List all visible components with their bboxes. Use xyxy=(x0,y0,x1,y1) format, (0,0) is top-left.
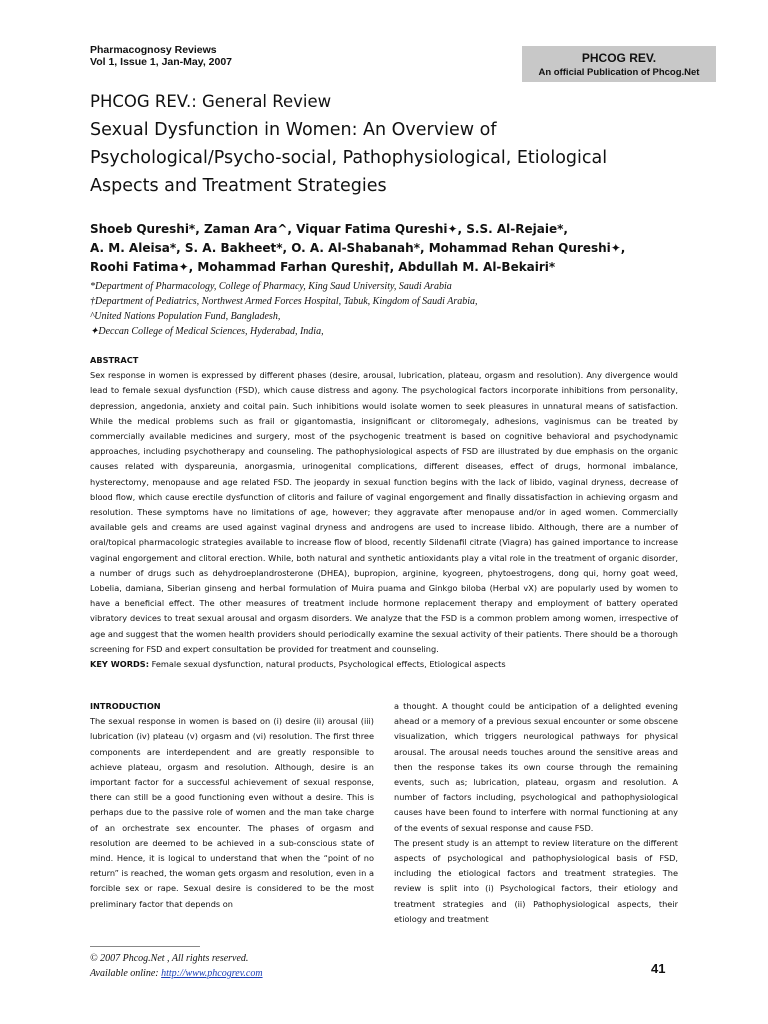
body-column-right xyxy=(394,699,678,927)
title-line: Sexual Dysfunction in Women: An Overview of xyxy=(90,120,497,140)
author-line: A. M. Aleisa*, S. A. Bakheet*, O. A. Al-Shabanah*, Mohammad Rehan Qureshi✦, xyxy=(90,241,626,255)
body-column-left xyxy=(90,699,374,912)
footer xyxy=(90,951,263,981)
available-label: Available online: xyxy=(90,968,162,979)
article-title xyxy=(90,116,690,200)
copyright: © 2007 Phcog.Net , All rights reserved. xyxy=(90,953,249,964)
abstract-heading: ABSTRACT xyxy=(90,355,139,365)
abstract-section xyxy=(90,353,678,672)
journal-issue: Vol 1, Issue 1, Jan-May, 2007 xyxy=(90,56,233,68)
publication-badge xyxy=(522,46,716,82)
section-heading-introduction: INTRODUCTION xyxy=(90,701,161,711)
affiliation: *Department of Pharmacology, College of Pharmacy, King Saud University, Saudi Arabia xyxy=(90,281,452,292)
journal-header xyxy=(90,44,232,68)
affiliation: ^United Nations Population Fund, Bangladesh, xyxy=(90,311,281,322)
keywords-line xyxy=(90,657,678,672)
title-line: Psychological/Psycho-social, Pathophysiological, Etiological xyxy=(90,148,608,168)
availability-line xyxy=(90,966,263,981)
footer-divider xyxy=(90,946,200,947)
abstract-text: Sex response in women is expressed by different phases (desire, arousal, lubrication, plateau, orgasm and resolution). Any divergence would lead to female sexual dysfunction (FSD), which cause distress and agony. The psychological factors incorporate inhibitions from personality, depression, angedonia, anxiety and coital pain. Such inhibitions would isolate women to seek pleasures in unnatural means of satisfaction. While the medical problems such as frail or gigantomastia, insignificant or clitoromegaly, adhesions, vaginismus can be treated by commercially available medicines and surgery, most of the psychogenic treatment is based on cognitive behavioral and psychodynamic approaches, including psychotherapy and counseling. The pathophysiological aspects of FSD are illustrated by due emphasis on the organic causes related with dyspareunia, anorgasmia, urinogenital complications, different diseases, effect of drugs, hormonal imbalance, hysterectomy, menopause and age related FSD. The jeopardy in sexual function begins with the lack of libido, vaginal dryness, decrease of blood flow, which cause erectile dysfunction of clitoris and failure of vaginal engorgement and finally dissatisfaction in achieving orgasm and resolution. These symptoms have no limitations of age, however; they aggravate after menopause and/or in aged women. Commercially available gels and creams are used against vaginal dryness and androgens are used to increase libido. Although, there are a number of oral/topical pharmacologic strategies available to increase flow of blood, recently Sildenafil citrate (Viagra) has gained importance to increase vaginal engorgement and clitoral erection. While, both natural and synthetic antioxidants play a vital role in the treatment of organic disorder, a number of drugs such as dehydroeplandrosterone (DHEA), bupropion, arginine, kyogreen, phytoestrogens, dong qui, horny goat weed, Lobelia, damiana, Siberian ginseng and herbal formulation of Muira puama and Ginkgo biloba (Herbal vX) are popularly used by women to have a beneficial effect. The other measures of treatment include hormone replacement therapy and employment of battery operated vibratory devices to treat sexual arousal and orgasm disorders. We analyze that the FSD is a common problem among women, irrespective of age and suggest that the women health providers should periodically examine the sexual activity of their patients. There should be a thorough screening for FSD and expert consultation be provided for treatment and counseling. xyxy=(90,370,678,654)
author-list xyxy=(90,220,690,277)
page-number: 41 xyxy=(651,961,666,976)
paragraph: The sexual response in women is based on (i) desire (ii) arousal (iii) lubrication (iv) plateau (v) orgasm and (vi) resolution. The first three components are interdependent and are greatly responsible to achieve plateau, orgasm and resolution. Although, desire is an important factor for a successful achievement of sexual response, there can still be a good functioning even without a desire. This is perhaps due to the passive role of women and the man take charge of an orchestrate sex encounter. The phases of orgasm and resolution are deemed to be achieved in a sub-conscious state of mind. Hence, it is logical to understand that when the “point of no return” is reached, the woman gets orgasm and resolution, even in a forcible sex or rape. Sexual desire is considered to be the most preliminary factor that depends on xyxy=(90,716,374,909)
keywords-text: Female sexual dysfunction, natural products, Psychological effects, Etiological aspects xyxy=(151,659,506,670)
author-line: Shoeb Qureshi*, Zaman Ara^, Viquar Fatima Qureshi✦, S.S. Al-Rejaie*, xyxy=(90,222,568,236)
affiliation: †Department of Pediatrics, Northwest Armed Forces Hospital, Tabuk, Kingdom of Saudi Arabia, xyxy=(90,296,478,307)
title-line: Aspects and Treatment Strategies xyxy=(90,176,387,196)
paragraph: a thought. A thought could be anticipation of a delighted evening ahead or a memory of a previous sexual encounter or some obscene visualization, which triggers neurological pathways for physical arousal. The arousal needs touches around the sensitive areas and then the response takes its own course through the remaining events, such as; lubrication, plateau, orgasm and resolution. A number of factors including, psychological and pathophysiological causes have been found to interfere with normal functioning at any of the events of sexual response and cause FSD. xyxy=(394,701,678,833)
paragraph: The present study is an attempt to review literature on the different aspects of psychological and pathophysiological basis of FSD, including the etiological factors and treatment strategies. The review is split into (i) Psychological factors, their etiology and treatment strategies and (ii) Pathophysiological aspects, their etiology and treatment xyxy=(394,837,678,924)
author-line: Roohi Fatima✦, Mohammad Farhan Qureshi†, Abdullah M. Al-Bekairi* xyxy=(90,260,556,274)
review-type: PHCOG REV.: General Review xyxy=(90,92,332,111)
affiliation: ✦Deccan College of Medical Sciences, Hyderabad, India, xyxy=(90,326,324,337)
badge-subtitle: An official Publication of Phcog.Net xyxy=(538,67,700,78)
affiliations xyxy=(90,279,690,339)
journal-name: Pharmacognosy Reviews xyxy=(90,44,217,56)
keywords-label: KEY WORDS: xyxy=(90,659,149,670)
badge-title: PHCOG REV. xyxy=(581,51,657,65)
website-link[interactable]: http://www.phcogrev.com xyxy=(161,968,263,979)
